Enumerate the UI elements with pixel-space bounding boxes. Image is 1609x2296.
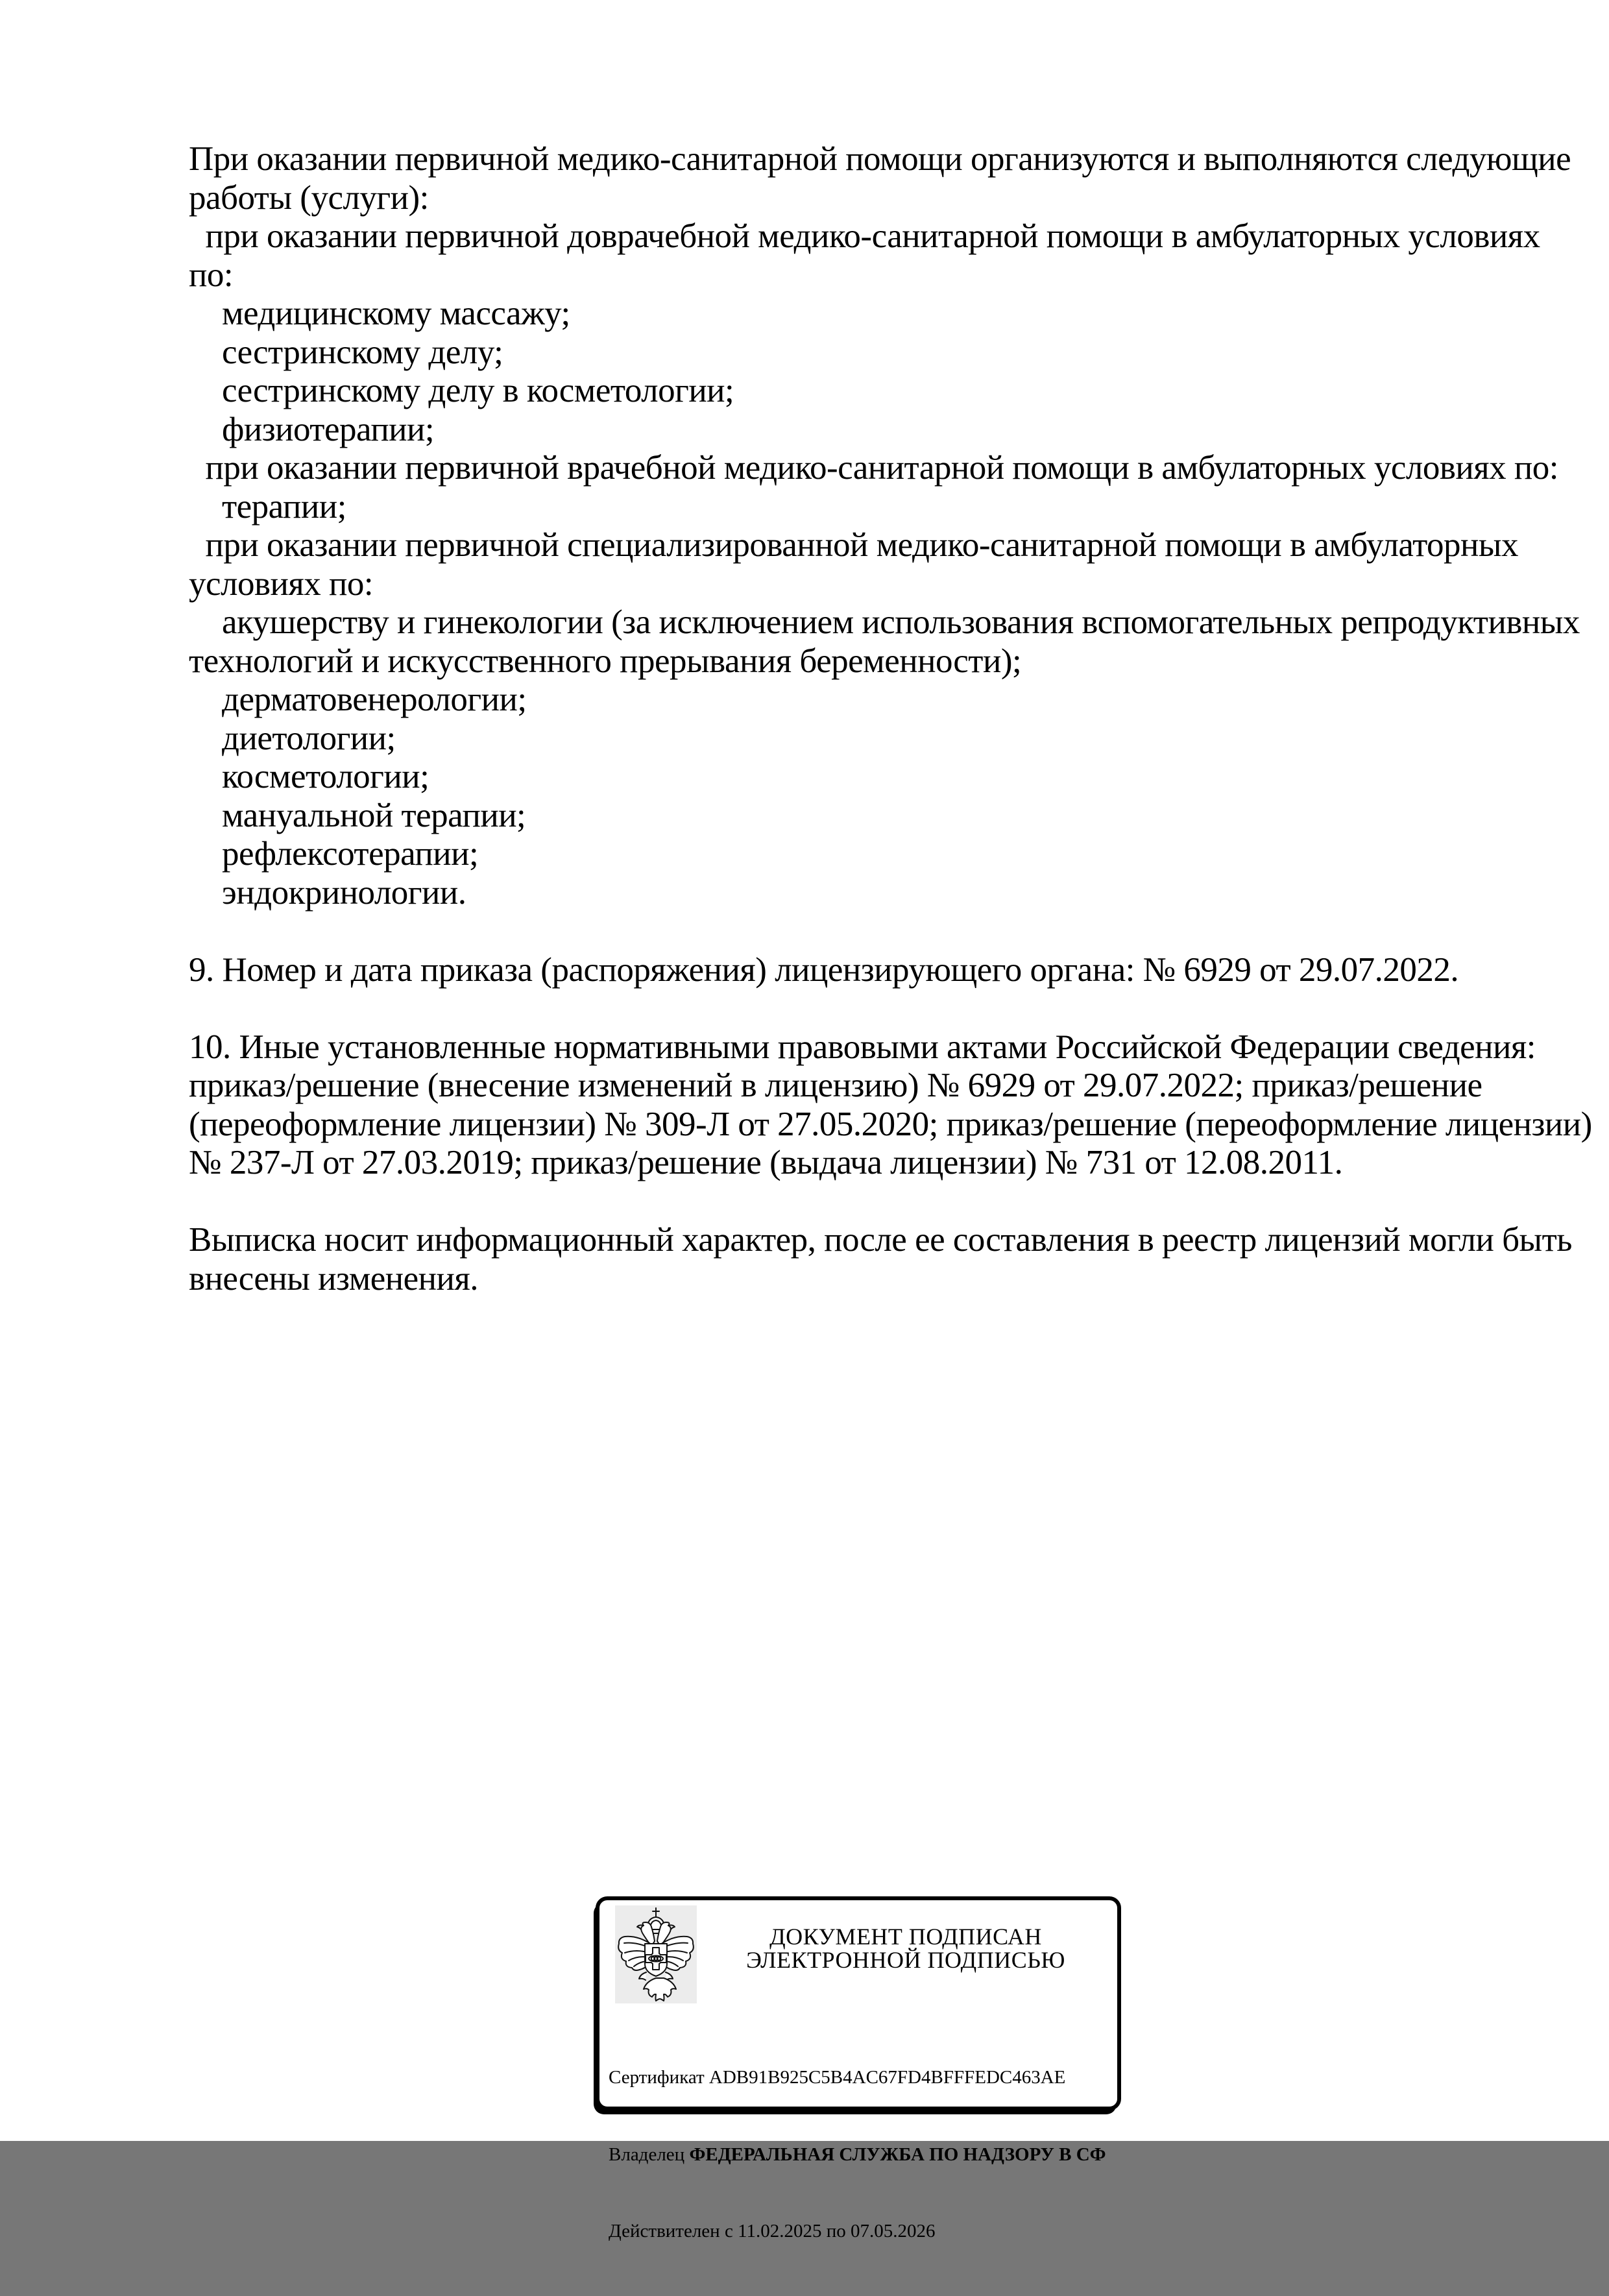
- text-line: терапии;: [189, 487, 346, 526]
- text-line: технологий и искусственного прерывания беременности);: [189, 642, 1022, 680]
- certificate-value: ADB91B925C5B4AC67FD4BFFFEDC463AE: [708, 2067, 1066, 2088]
- text-line: рефлексотерапии;: [189, 835, 479, 873]
- text-line: [189, 912, 1564, 951]
- electronic-signature-stamp: [596, 1896, 1121, 2242]
- text-line: физиотерапии;: [189, 410, 435, 448]
- certificate-line: [609, 2065, 1192, 2091]
- text-line: приказ/решение (внесение изменений в лицензию) № 6929 от 29.07.2022; приказ/решение: [189, 1067, 1482, 1104]
- text-line: сестринскому делу в косметологии;: [189, 372, 734, 409]
- text-line: диетологии;: [189, 719, 396, 757]
- text-line: при оказании первичной доврачебной медико-санитарной помощи в амбулаторных условиях: [189, 217, 1540, 255]
- text-line: № 237-Л от 27.03.2019; приказ/решение (выдача лицензии) № 731 от 12.08.2011.: [189, 1144, 1343, 1181]
- owner-label: Владелец: [609, 2144, 690, 2165]
- text-line: [189, 989, 1564, 1028]
- text-line: работы (услуги):: [189, 178, 429, 217]
- text-line: косметологии;: [189, 758, 429, 795]
- document-body: [189, 140, 1592, 1298]
- signature-title-line2: ЭЛЕКТРОННОЙ ПОДПИСЬЮ: [746, 1947, 1065, 1973]
- text-line: Выписка носит информационный характер, после ее составления в реестр лицензий могли быть: [189, 1221, 1572, 1259]
- text-line: сестринскому делу;: [189, 333, 503, 371]
- text-line: При оказании первичной медико-санитарной помощи организуются и выполняются следующие: [189, 140, 1571, 178]
- text-line: условиях по:: [189, 564, 374, 603]
- text-line: мануальной терапии;: [189, 796, 526, 834]
- signature-title: [697, 1925, 1115, 1972]
- text-line: при оказании первичной врачебной медико-санитарной помощи в амбулаторных условиях по:: [189, 449, 1558, 487]
- text-line: 10. Иные установленные нормативными правовыми актами Российской Федерации сведения:: [189, 1028, 1536, 1066]
- text-line: по:: [189, 256, 234, 294]
- roszdravnadzor-eagle-emblem-icon: [615, 1905, 697, 2003]
- text-line: внесены изменения.: [189, 1259, 479, 1298]
- text-line: эндокринологии.: [189, 873, 466, 912]
- owner-value: ФЕДЕРАЛЬНАЯ СЛУЖБА ПО НАДЗОРУ В СФ: [689, 2144, 1106, 2165]
- text-line: (переоформление лицензии) № 309-Л от 27.05.2020; приказ/решение (переоформление лицензии): [189, 1105, 1592, 1143]
- text-line: 9. Номер и дата приказа (распоряжения) лицензирующего органа: № 6929 от 29.07.2022.: [189, 950, 1459, 989]
- certificate-label: Сертификат: [609, 2067, 709, 2088]
- signature-details: [609, 2014, 1192, 2296]
- signature-title-line1: ДОКУМЕНТ ПОДПИСАН: [769, 1924, 1042, 1950]
- text-line: медицинскому массажу;: [189, 295, 570, 332]
- owner-line: [609, 2142, 1192, 2168]
- text-line: [189, 1183, 1564, 1222]
- text-line: дерматовенерологии;: [189, 681, 527, 718]
- text-line: акушерству и гинекологии (за исключением использования вспомогательных репродуктивных: [189, 603, 1580, 641]
- validity-line: Действителен с 11.02.2025 по 07.05.2026: [609, 2221, 936, 2242]
- text-line: при оказании первичной специализированной медико-санитарной помощи в амбулаторных: [189, 526, 1519, 564]
